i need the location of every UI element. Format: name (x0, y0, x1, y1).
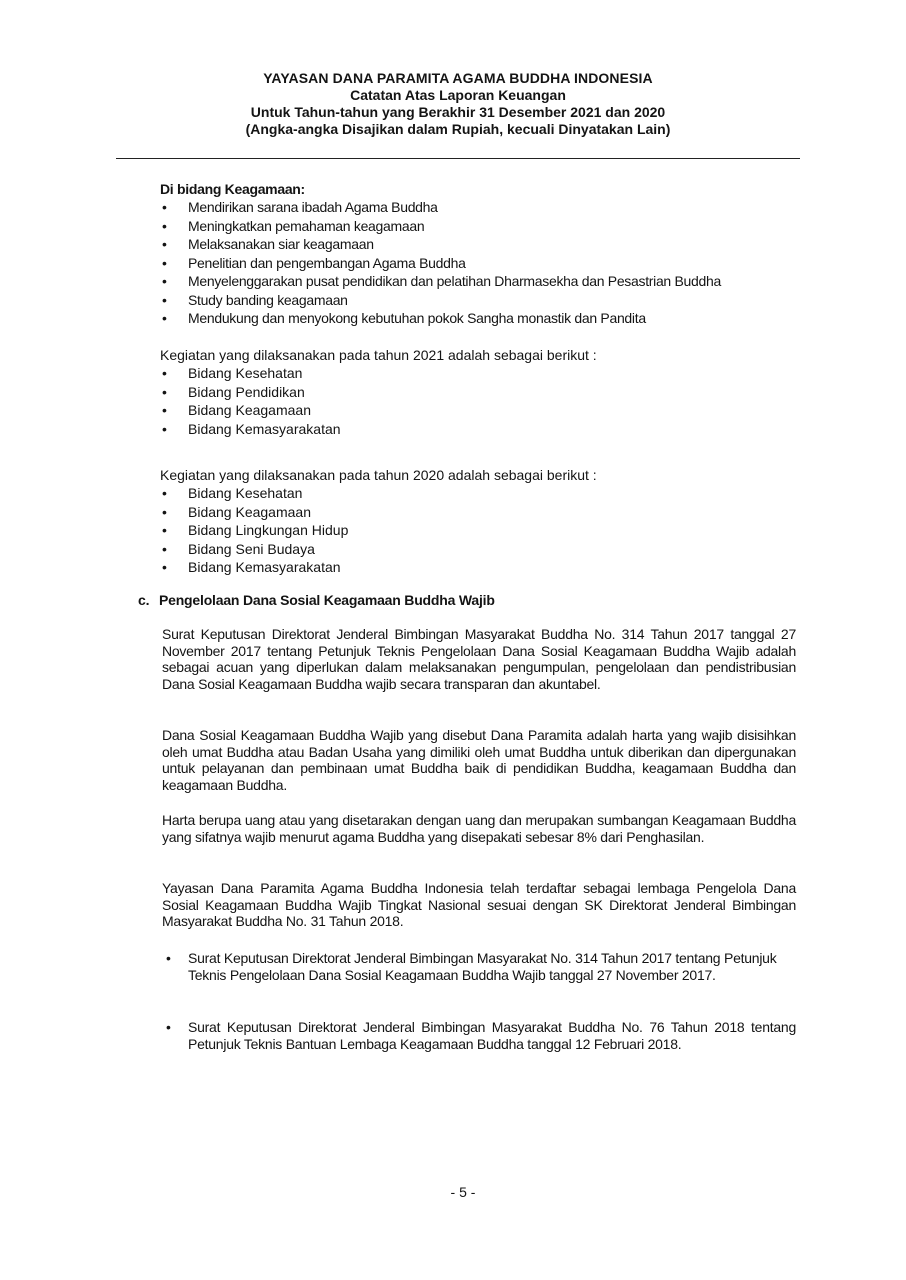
list-item: • Study banding keagamaan (162, 291, 348, 308)
section-label: c. (138, 592, 150, 608)
list-item: • Melaksanakan siar keagamaan (162, 236, 374, 252)
kegiatan-2020-block (160, 466, 800, 577)
kegiatan-2021-block (160, 346, 800, 438)
bullet-icon: • (162, 291, 167, 308)
header-divider (116, 158, 800, 159)
bullet-icon: • (162, 522, 167, 538)
bullet-icon: • (162, 236, 167, 252)
paragraph: Surat Keputusan Direktorat Jenderal Bimbingan Masyarakat Buddha No. 314 Tahun 2017 tanggal 27 November 2017 tentang Petunjuk Teknis Pengelolaan Dana Sosial Keagamaan Buddha Wajib adalah sebagai acuan yang diperlukan dalam melaksanakan pengumpulan, pengelolaan dan pendistribusian Dana Sosial Keagamaan Buddha wajib secara transparan dan akuntabel. (162, 626, 796, 692)
currency-note: (Angka-angka Disajikan dalam Rupiah, kecuali Dinyatakan Lain) (245, 121, 671, 137)
bullet-icon: • (162, 383, 167, 400)
bullet-icon: • (166, 1019, 171, 1035)
reference-text: Surat Keputusan Direktorat Jenderal Bimbingan Masyarakat Buddha No. 76 Tahun 2018 tentang Petunjuk Teknis Bantuan Lembaga Keagamaan Buddha tanggal 12 Februari 2018. (188, 1019, 796, 1052)
list-item: • Bidang Keagamaan (162, 402, 311, 418)
paragraph: Harta berupa uang atau yang disetarakan dengan uang dan merupakan sumbangan Keagamaan Buddha yang sifatnya wajib menurut agama Buddha yang disepakati sebesar 8% dari Penghasilan. (162, 812, 796, 845)
section-title: Pengelolaan Dana Sosial Keagamaan Buddha Wajib (158, 592, 495, 608)
list-item: • Bidang Kemasyarakatan (162, 559, 341, 575)
keagamaan-heading: Di bidang Keagamaan: (160, 181, 305, 197)
kegiatan-2020-intro: Kegiatan yang dilaksanakan pada tahun 2020 adalah sebagai berikut : (160, 467, 597, 483)
bullet-icon: • (162, 402, 167, 418)
list-item: • Bidang Kesehatan (162, 485, 303, 501)
section-c-heading (138, 592, 495, 608)
bullet-icon: • (162, 254, 167, 271)
paragraph: Dana Sosial Keagamaan Buddha Wajib yang disebut Dana Paramita adalah harta yang wajib disisihkan oleh umat Buddha atau Badan Usaha yang dimiliki oleh umat Buddha untuk diberikan dan dipergunakan untuk pelayanan dan pembinaan umat Buddha baik di pendidikan Buddha, keagamaan Buddha dan keagamaan Buddha. (162, 727, 796, 793)
list-item: • Bidang Kesehatan (162, 365, 303, 381)
bullet-icon: • (162, 217, 167, 234)
kegiatan-2020-list (160, 484, 800, 577)
page-number: - 5 - (450, 1184, 476, 1200)
bullet-icon: • (162, 365, 167, 381)
org-name: YAYASAN DANA PARAMITA AGAMA BUDDHA INDONESIA (263, 70, 653, 86)
list-item: • Bidang Keagamaan (162, 503, 311, 520)
document-header (0, 70, 906, 138)
bullet-icon: • (162, 485, 167, 501)
bullet-icon: • (162, 503, 167, 520)
bullet-icon: • (162, 420, 167, 437)
list-item: • Bidang Lingkungan Hidup (162, 522, 349, 538)
bullet-icon: • (166, 950, 171, 966)
report-subtitle: Catatan Atas Laporan Keuangan (350, 87, 566, 103)
keagamaan-list (160, 198, 800, 328)
bullet-icon: • (162, 559, 167, 575)
paragraph: Yayasan Dana Paramita Agama Buddha Indonesia telah terdaftar sebagai lembaga Pengelola Dana Sosial Keagamaan Buddha Wajib Tingkat Nasional sesuai dengan SK Direktorat Jenderal Bimbingan Masyarakat Buddha No. 31 Tahun 2018. (162, 880, 796, 929)
keagamaan-block (160, 180, 800, 328)
kegiatan-2021-list (160, 364, 800, 438)
reference-item (166, 1019, 796, 1053)
reference-text: Surat Keputusan Direktorat Jenderal Bimbingan Masyarakat No. 314 Tahun 2017 tentang Petunjuk Teknis Pengelolaan Dana Sosial Keagamaan Buddha Wajib tanggal 27 November 2017. (188, 950, 777, 983)
list-item: • Bidang Seni Budaya (162, 540, 315, 557)
bullet-icon: • (162, 310, 167, 326)
report-period: Untuk Tahun-tahun yang Berakhir 31 Desember 2021 dan 2020 (250, 104, 666, 120)
list-item: • Mendirikan sarana ibadah Agama Buddha (162, 199, 438, 215)
kegiatan-2021-intro: Kegiatan yang dilaksanakan pada tahun 2021 adalah sebagai berikut : (160, 347, 597, 363)
bullet-icon: • (162, 540, 167, 557)
list-item: • Penelitian dan pengembangan Agama Buddha (162, 254, 466, 271)
bullet-icon: • (162, 273, 167, 289)
list-item: • Bidang Kemasyarakatan (162, 420, 341, 437)
list-item: • Menyelenggarakan pusat pendidikan dan pelatihan Dharmasekha dan Pesastrian Buddha (162, 273, 721, 289)
reference-item (166, 950, 796, 984)
list-item: • Bidang Pendidikan (162, 383, 305, 400)
list-item: • Meningkatkan pemahaman keagamaan (162, 217, 425, 234)
bullet-icon: • (162, 199, 167, 215)
list-item: • Mendukung dan menyokong kebutuhan pokok Sangha monastik dan Pandita (162, 310, 646, 326)
